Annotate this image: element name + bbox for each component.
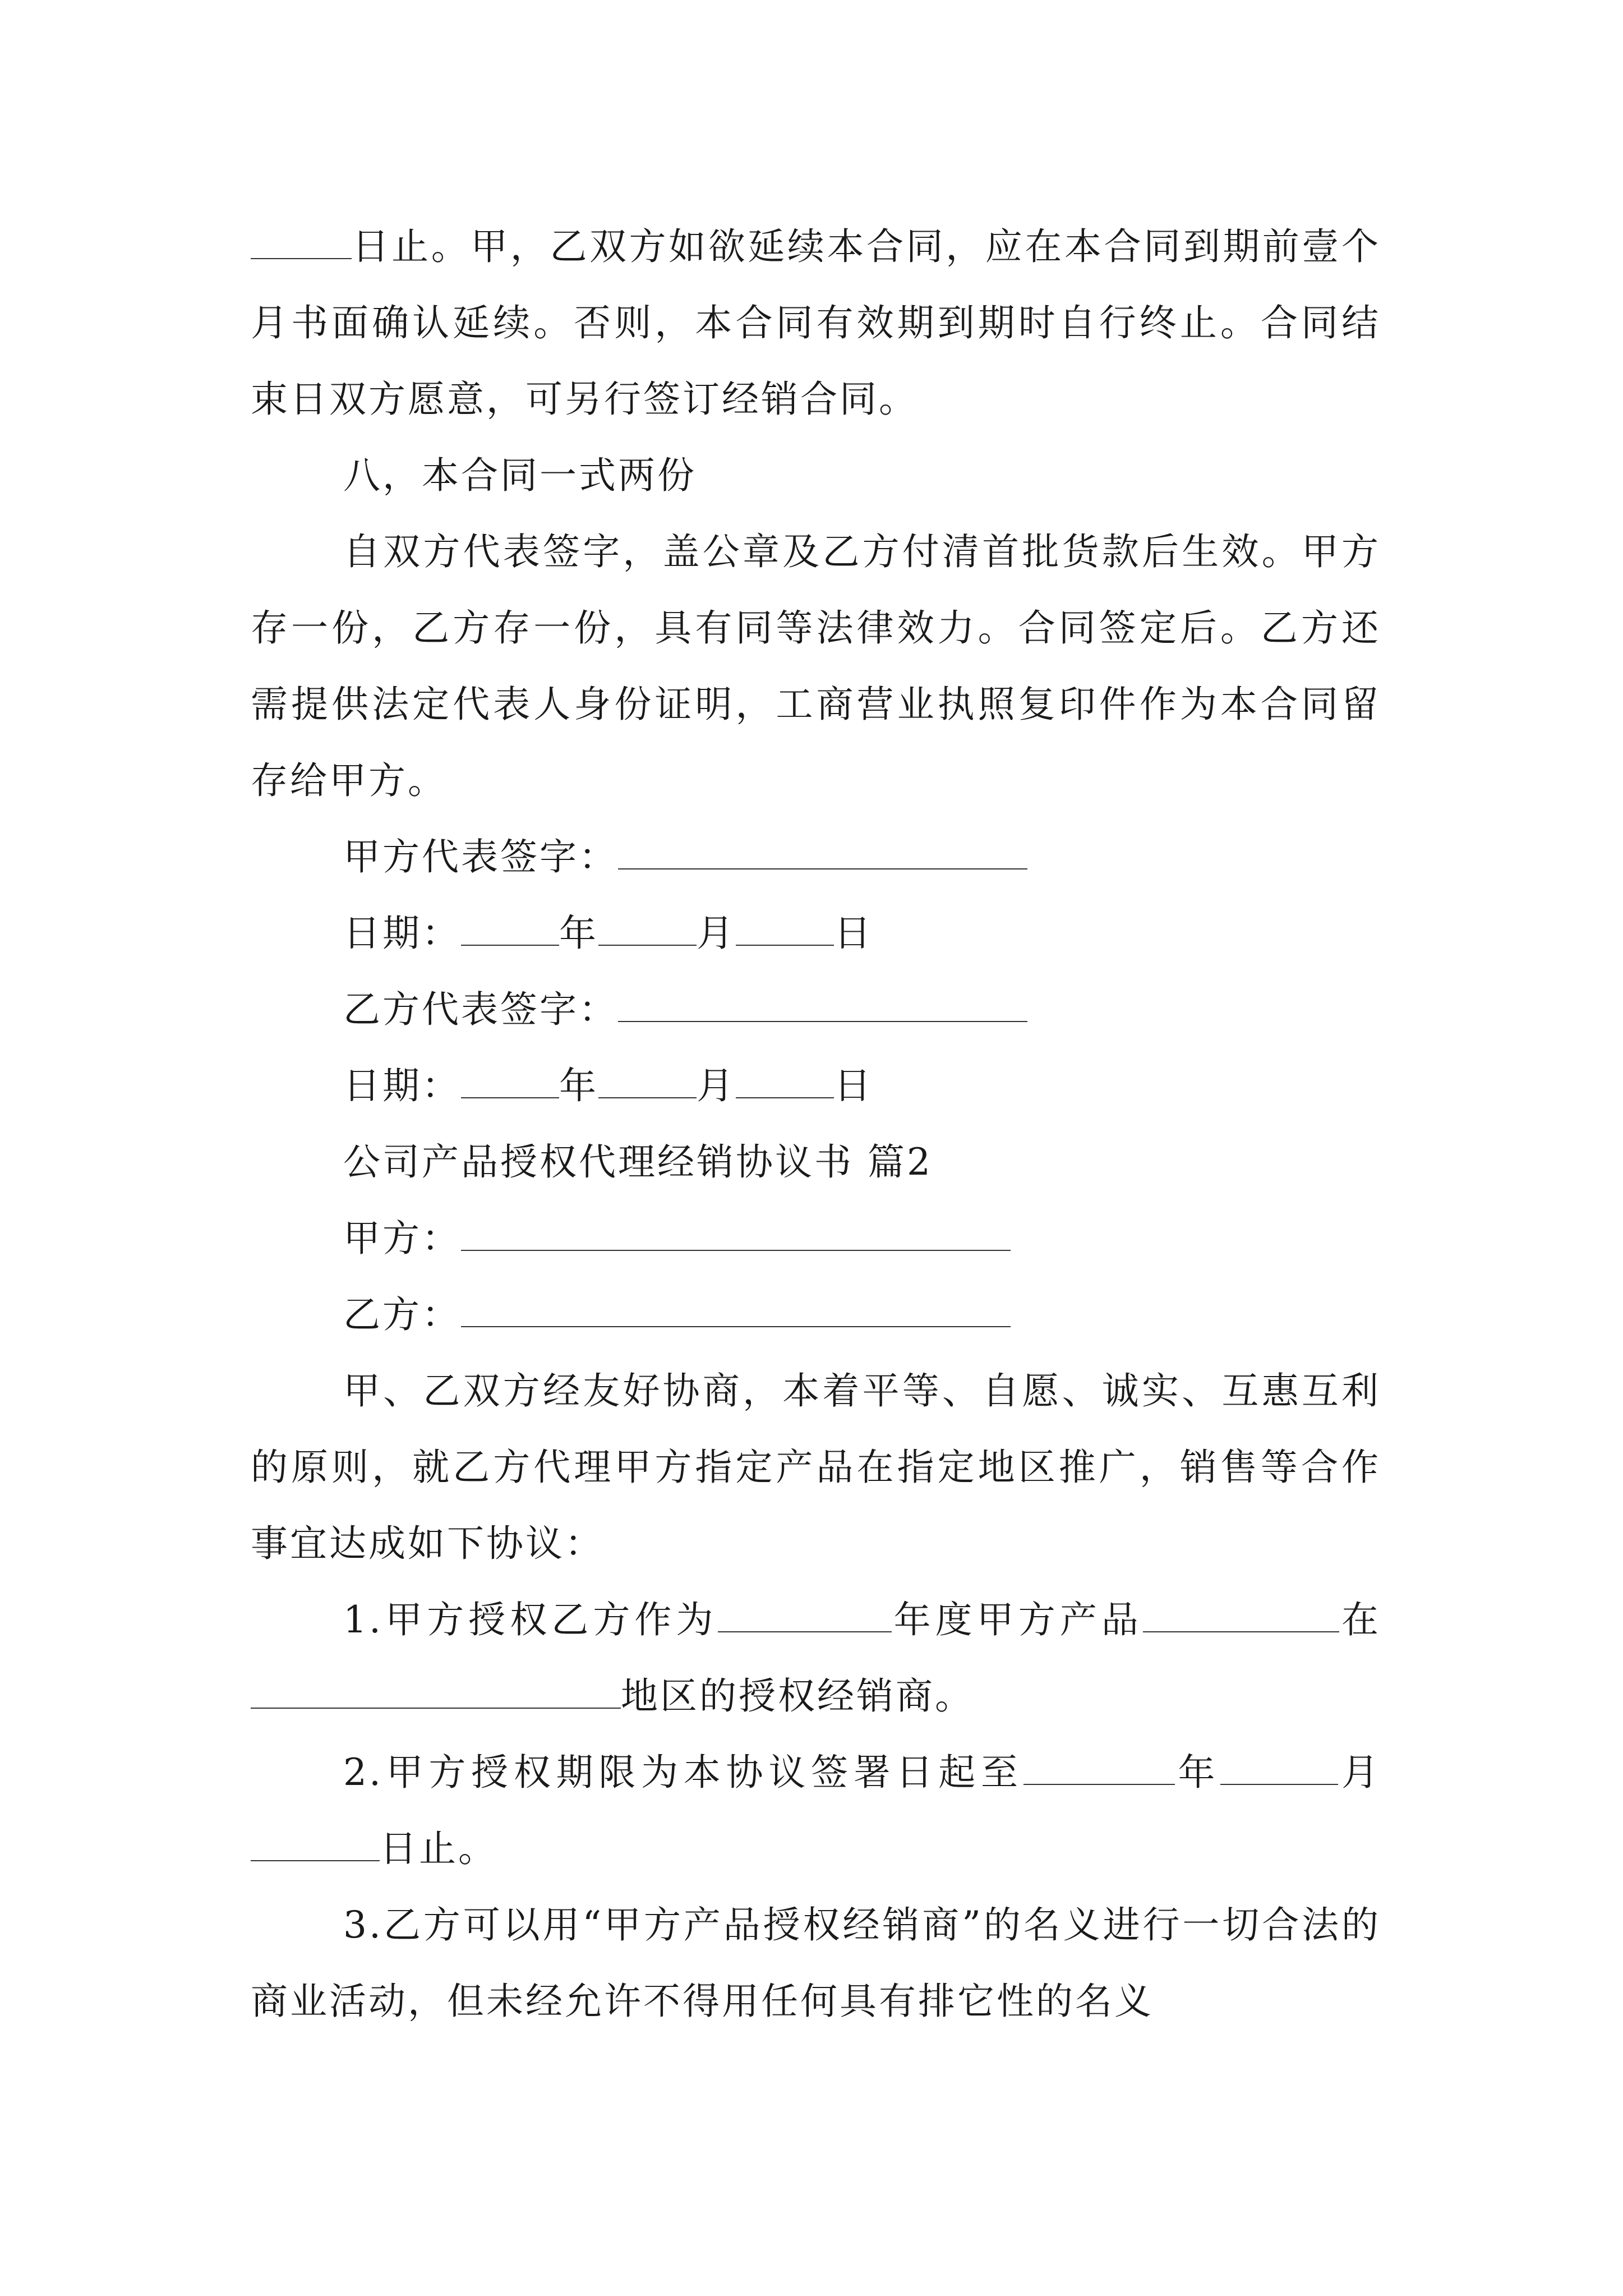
party-a-date-line: 日期： 年 月 日 xyxy=(343,912,873,955)
year-blank xyxy=(1023,1756,1175,1785)
day-blank xyxy=(736,917,834,946)
item-2: 2.甲方授权期限为本协议签署日起至 年 月日止。 xyxy=(251,1734,1381,1887)
party-b-signature-line: 乙方代表签字： xyxy=(251,972,1381,1048)
year-blank xyxy=(461,1069,559,1098)
section-2-title: 公司产品授权代理经销协议书 篇2 xyxy=(343,1140,933,1184)
party-b-date-line: 日期： 年 月 日 xyxy=(343,1064,873,1107)
document-body xyxy=(251,209,1381,2040)
paragraph-term-end: 日止。甲，乙双方如欲延续本合同，应在本合同到期前壹个月书面确认延续。否则，本合同有效期到期时自行终止。合同结束日双方愿意，可另行签订经销合同。 xyxy=(251,225,1381,421)
item-1: 1.甲方授权乙方作为 年度甲方产品 在地区的授权经销商。 xyxy=(251,1582,1381,1734)
party-b-blank xyxy=(461,1298,1011,1327)
clause-8-title: 八，本合同一式两份 xyxy=(343,454,697,497)
party-a-blank xyxy=(461,1222,1011,1251)
blank-line xyxy=(251,230,352,259)
day-blank xyxy=(736,1069,834,1098)
month-blank xyxy=(598,1069,697,1098)
party-b-line: 乙方： xyxy=(251,1277,1381,1353)
day-blank xyxy=(251,1832,380,1861)
month-blank xyxy=(598,917,697,946)
agreement-intro: 甲、乙双方经友好协商，本着平等、自愿、诚实、互惠互利的原则，就乙方代理甲方指定产品在指定地区推广，销售等合作事宜达成如下协议： xyxy=(251,1369,1381,1565)
clause-8-body: 自双方代表签字，盖公章及乙方付清首批货款后生效。甲方存一份，乙方存一份，具有同等法律效力。合同签定后。乙方还需提供法定代表人身份证明，工商营业执照复印件作为本合同留存给甲方。 xyxy=(251,530,1381,802)
party-a-line: 甲方： xyxy=(251,1200,1381,1277)
month-blank xyxy=(1220,1756,1338,1785)
signature-blank xyxy=(618,840,1027,869)
item-3: 3.乙方可以用“甲方产品授权经销商”的名义进行一切合法的商业活动，但未经允许不得用任何具有排它性的名义 xyxy=(251,1903,1381,2023)
area-blank xyxy=(251,1680,621,1709)
party-a-signature-line: 甲方代表签字： xyxy=(251,819,1381,895)
product-blank xyxy=(1143,1603,1339,1632)
year-blank xyxy=(718,1603,892,1632)
signature-blank xyxy=(618,993,1027,1022)
year-blank xyxy=(461,917,559,946)
